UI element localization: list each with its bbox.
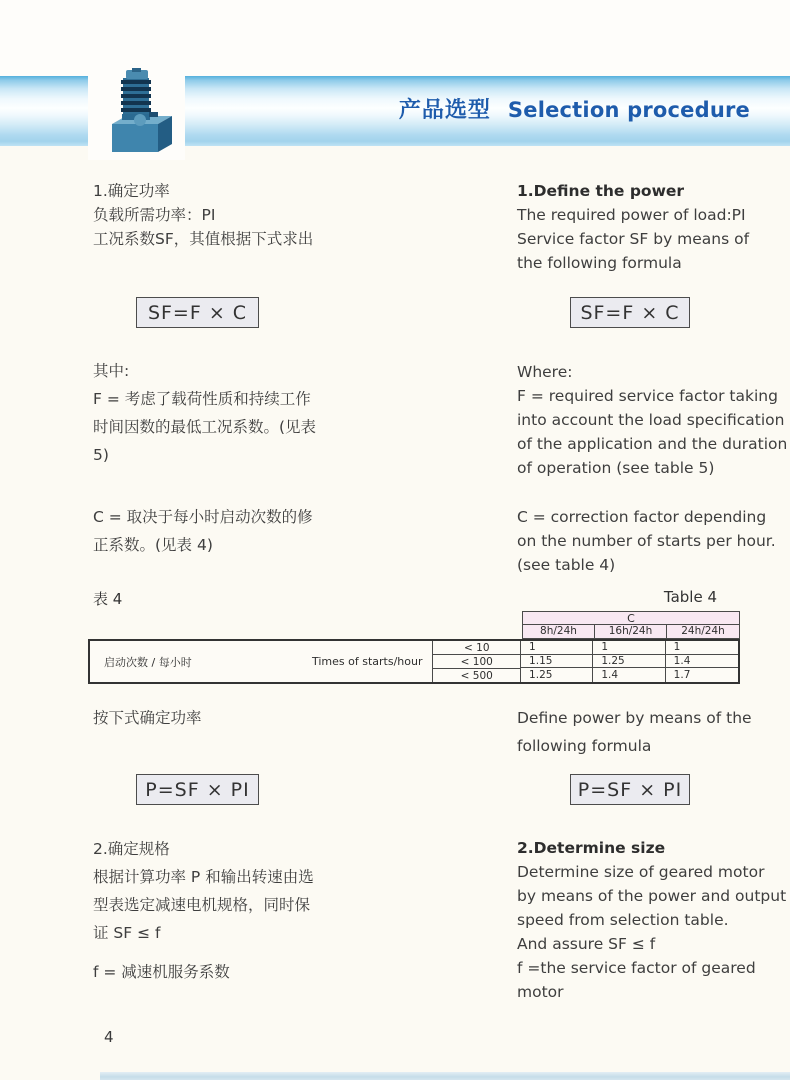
text-line: Define power by means of the [517, 709, 752, 727]
table4-c-header: C [523, 612, 739, 625]
f-definition-chinese: f = 减速机服务系数 [93, 963, 230, 981]
table-cell: 1.4 [593, 668, 665, 682]
text-line: 证 SF ≤ f [93, 924, 161, 942]
table4-values [521, 641, 738, 682]
col-header: 8h/24h [523, 625, 595, 638]
text-line: 工况系数SF，其值根据下式求出 [93, 230, 314, 248]
table-cell: 1 [521, 641, 593, 655]
col-header: 16h/24h [595, 625, 667, 638]
define-power-english [517, 704, 752, 760]
text-line: 正系数。(见表 4) [93, 536, 213, 554]
text-line: C = 取决于每小时启动次数的修 [93, 508, 313, 526]
text-line: And assure SF ≤ f [517, 935, 656, 953]
table4-label-english: Table 4 [663, 588, 717, 606]
table-cell: 1.7 [673, 669, 691, 682]
text-line: motor [517, 983, 564, 1001]
text-line: of the application and the duration [517, 435, 788, 453]
text-line: The required power of load:PI [517, 206, 746, 224]
where-chinese [93, 357, 316, 469]
table-cell: 1.15 [521, 655, 593, 669]
gear-motor-photo-image [96, 68, 182, 158]
text-line: speed from selection table. [517, 911, 729, 929]
text-line: 时间因数的最低工况系数。(见表 [93, 418, 317, 436]
text-line: Determine size of geared motor [517, 863, 765, 881]
table4-starts-column [433, 641, 521, 682]
text-line: 型表选定减速电机规格，同时保 [93, 896, 311, 914]
bottom-gradient-strip [100, 1072, 790, 1080]
table4-body [88, 639, 740, 684]
table4-row-label [90, 641, 433, 682]
formula-sf-left: SF=F × C [136, 297, 259, 328]
formula-sf-right: SF=F × C [570, 297, 690, 328]
text-line: C = correction factor depending [517, 508, 767, 526]
page-title [399, 93, 750, 124]
cfactor-english [517, 505, 776, 577]
text-line: F = required service factor taking [517, 387, 778, 405]
row-label-chinese: 启动次数 / 每小时 [104, 655, 192, 669]
f-definition-english [517, 956, 756, 1004]
formula-p-left: P=SF × PI [136, 774, 259, 805]
cfactor-chinese [93, 503, 313, 559]
page-title-english: Selection procedure [507, 98, 750, 122]
text-line: of operation (see table 5) [517, 459, 715, 477]
row-label-english: Times of starts/hour [311, 655, 423, 668]
text-line: 根据计算功率 P 和输出转速由选 [93, 868, 314, 886]
text-line: F = 考虑了载荷性质和持续工作 [93, 390, 311, 408]
text-line: 1.确定功率 [93, 182, 170, 200]
text-line: on the number of starts per hour. [517, 532, 776, 550]
text-line: 5) [93, 446, 109, 464]
section1-english [517, 179, 749, 275]
table-cell: < 100 [433, 655, 520, 669]
formula-p-right: P=SF × PI [570, 774, 690, 805]
page-title-chinese: 产品选型 [398, 98, 491, 123]
table-cell: 1.4 [666, 655, 738, 669]
text-line: the following formula [517, 254, 682, 272]
table-cell: 1.25 [521, 668, 593, 682]
text-line: 负载所需功率：PI [93, 206, 216, 224]
define-power-chinese: 按下式确定功率 [93, 709, 202, 727]
section1-heading: 1.Define the power [517, 182, 685, 200]
table-cell: < 500 [460, 669, 493, 682]
text-line: Service factor SF by means of [517, 230, 750, 248]
text-line: (see table 4) [517, 556, 616, 574]
section1-chinese [93, 179, 313, 251]
page-number: 4 [104, 1028, 114, 1046]
text-line: f =the service factor of geared [517, 959, 756, 977]
section2-heading: 2.Determine size [517, 839, 666, 857]
where-english [517, 360, 787, 480]
table-cell: 1 [666, 641, 738, 655]
text-line: following formula [517, 737, 652, 755]
table4-label-chinese: 表 4 [93, 590, 123, 608]
table4-header [522, 611, 740, 639]
text-line: 其中: [93, 362, 130, 380]
col-header: 24h/24h [681, 625, 725, 637]
table-cell: 1 [593, 641, 665, 655]
table-cell: < 10 [433, 641, 520, 655]
text-line: into account the load specification [517, 411, 785, 429]
text-line: by means of the power and output [517, 887, 787, 905]
table-cell: 1.25 [593, 655, 665, 669]
text-line: 2.确定规格 [93, 840, 170, 858]
text-line: Where: [517, 363, 573, 381]
table4-column-headers [523, 625, 739, 638]
section2-chinese [93, 835, 314, 947]
section2-english [517, 836, 786, 956]
